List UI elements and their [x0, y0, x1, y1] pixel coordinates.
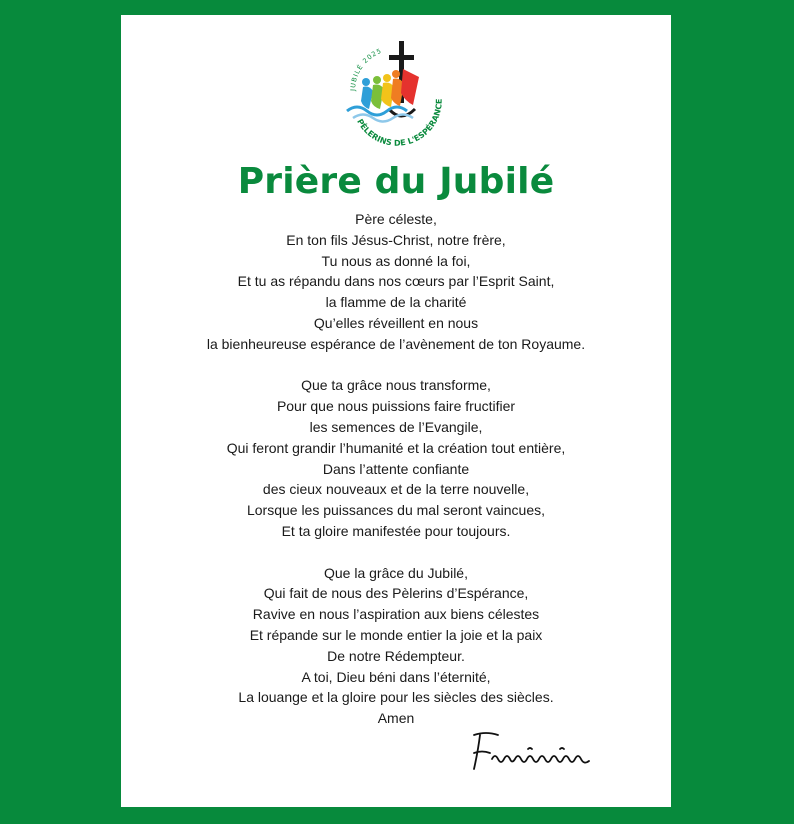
jubilee-2025-logo-icon — [333, 25, 459, 151]
stanza-3 — [121, 563, 671, 729]
prayer-line: Qui feront grandir l’humanité et la création tout entière, — [226, 439, 566, 456]
page-title: Prière du Jubilé — [237, 161, 555, 202]
prayer-line: Tu nous as donné la foi, — [321, 252, 471, 269]
prayer-line: Et ta gloire manifestée pour toujours. — [281, 522, 511, 539]
prayer-amen: Amen — [377, 710, 415, 727]
prayer-line: Ravive en nous l’aspiration aux biens célestes — [252, 606, 540, 623]
prayer-line: En ton fils Jésus-Christ, notre frère, — [286, 231, 506, 248]
prayer-line: la bienheureuse espérance de l’avènement de ton Royaume. — [206, 335, 586, 352]
prayer-line: Que ta grâce nous transforme, — [301, 377, 491, 394]
prayer-line: A toi, Dieu béni dans l’éternité, — [301, 668, 491, 685]
prayer-line: les semences de l’Evangile, — [309, 418, 483, 435]
prayer-line: De notre Rédempteur. — [327, 647, 465, 664]
stanza-2 — [121, 375, 671, 541]
prayer-line: La louange et la gloire pour les siècles des siècles. — [238, 689, 554, 706]
prayer-line: Qu’elles réveillent en nous — [313, 314, 479, 331]
prayer-line: Dans l’attente confiante — [322, 460, 470, 477]
prayer-line: Et répande sur le monde entier la joie et la paix — [249, 626, 543, 643]
stanza-1 — [121, 209, 671, 355]
prayer-line: Père céleste, — [355, 211, 437, 227]
prayer-line: la flamme de la charité — [325, 294, 467, 311]
logo-text-bottom: PÈLERINS DE L'ESPÉRANCE — [355, 98, 444, 148]
prayer-line: Et tu as répandu dans nos cœurs par l’Esprit Saint, — [237, 273, 555, 290]
prayer-line: Lorsque les puissances du mal seront vaincues, — [246, 502, 546, 519]
logo-text-top: JUBILÉ 2025 — [348, 46, 384, 92]
prayer-card — [121, 15, 671, 807]
prayer-line: Que la grâce du Jubilé, — [324, 564, 468, 581]
signature-franciscus-icon — [464, 723, 624, 779]
prayer-line: Qui fait de nous des Pèlerins d’Espérance, — [263, 585, 529, 602]
prayer-text — [121, 209, 671, 729]
prayer-line: Pour que nous puissions faire fructifier — [276, 398, 516, 415]
prayer-line: des cieux nouveaux et de la terre nouvelle, — [262, 481, 530, 498]
